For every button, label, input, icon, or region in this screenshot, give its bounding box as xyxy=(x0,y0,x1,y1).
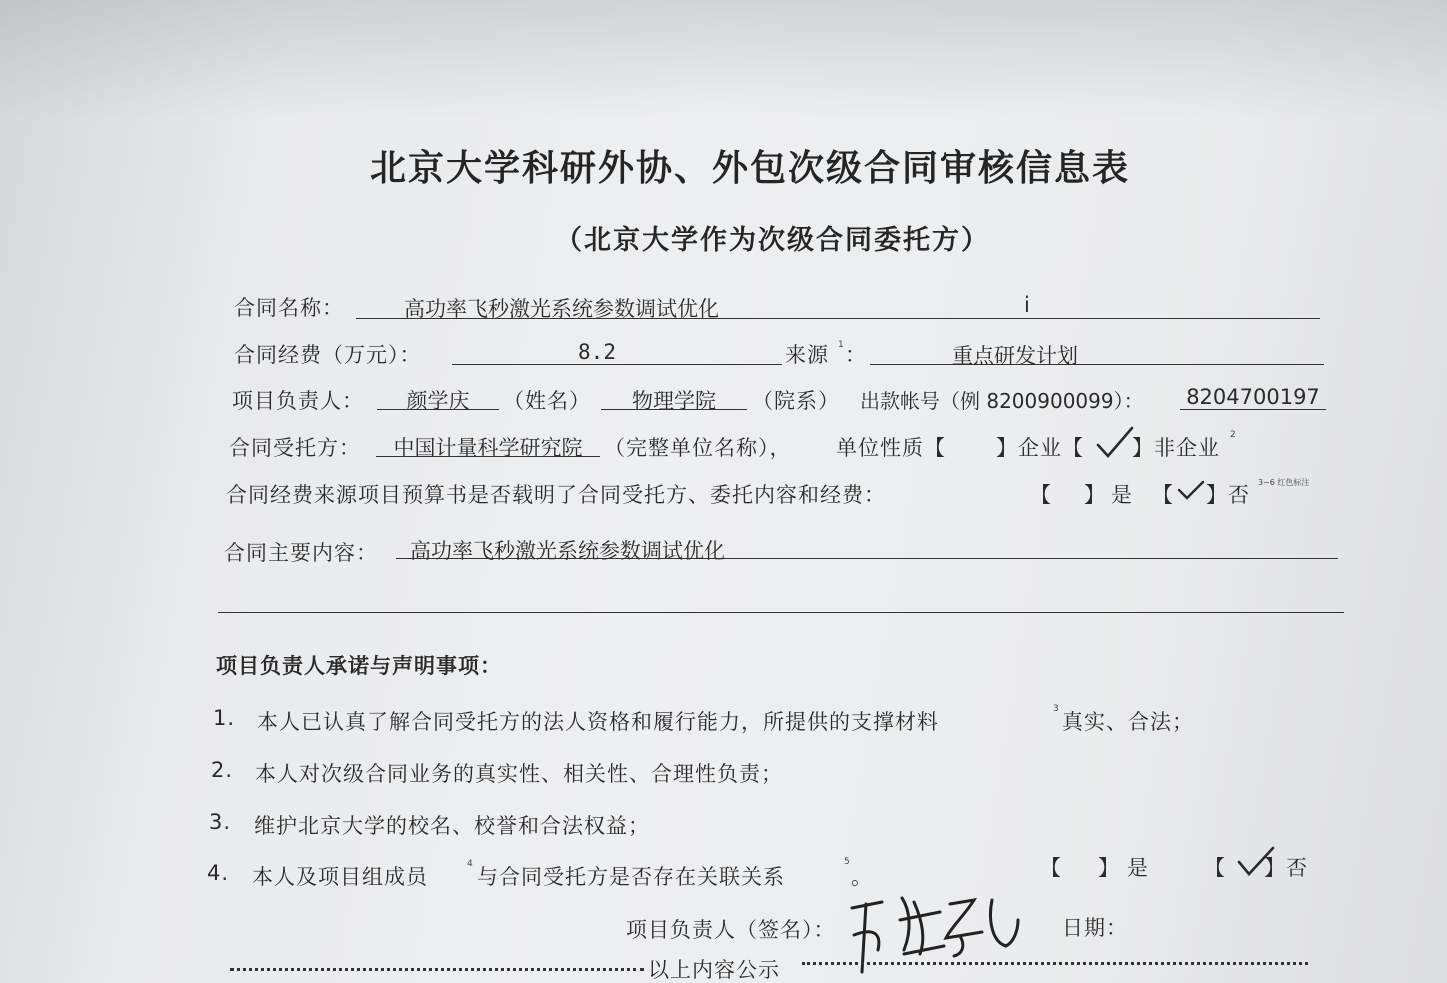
checkmark-icon xyxy=(1095,425,1135,461)
entrustee-value: 中国计量科学研究院 xyxy=(393,436,583,460)
budget-no-option: 】否 xyxy=(1206,483,1250,507)
promise-2-text: 本人对次级合同业务的真实性、相关性、合理性负责； xyxy=(255,762,783,786)
q4-no-open: 【 xyxy=(1204,856,1226,880)
promise-1-text: 本人已认真了解合同受托方的法人资格和履行能力，所提供的支撑材料 xyxy=(257,710,939,734)
date-label: 日期： xyxy=(1062,916,1128,940)
source-footnote: 1 xyxy=(838,340,844,350)
pi-label: 项目负责人： xyxy=(232,389,364,413)
promise-3-num: 3. xyxy=(209,810,232,834)
promise-1-tail: 真实、合法； xyxy=(1062,710,1194,734)
form-subtitle: （北京大学作为次级合同委托方） xyxy=(555,225,990,256)
promise-4-end: 。 xyxy=(851,865,873,889)
handwritten-signature xyxy=(842,880,1032,980)
account-underline xyxy=(1180,409,1326,410)
public-notice-dots-left xyxy=(230,968,644,971)
top-shadow xyxy=(0,0,1447,120)
budget-yes-option: 【 】是 xyxy=(1030,483,1138,507)
account-value: 8204700197 xyxy=(1186,385,1320,409)
source-value: 重点研发计划 xyxy=(952,344,1078,368)
promise-4-footnote: 4 xyxy=(467,859,473,869)
entrustee-hint: （完整单位名称）， xyxy=(604,436,792,460)
enterprise-option: 】企业【 xyxy=(996,436,1084,460)
promise-2-num: 2. xyxy=(211,758,234,782)
promise-1-footnote: 3 xyxy=(1053,704,1059,714)
promise-1-num: 1. xyxy=(213,706,236,730)
main-content-value: 高功率飞秒激光系统参数调试优化 xyxy=(410,539,725,563)
checkmark-icon xyxy=(1177,479,1205,501)
pi-name-hint: （姓名） xyxy=(503,389,591,413)
contract-name-value: 高功率飞秒激光系统参数调试优化 xyxy=(404,297,719,321)
pi-dept-hint: （院系） xyxy=(752,389,840,413)
pi-name: 颜学庆 xyxy=(406,389,470,413)
q4-yes-option: 【 】是 xyxy=(1040,856,1156,880)
promises-heading: 项目负责人承诺与声明事项： xyxy=(216,654,502,678)
promise-3-text: 维护北京大学的校名、校誉和合法权益； xyxy=(254,814,650,838)
nonenterprise-option: 】非企业 xyxy=(1132,436,1220,460)
main-content-underline-2 xyxy=(218,612,1344,613)
promise-4-footnote-2: 5 xyxy=(844,857,850,867)
unit-nature-label: 单位性质【 xyxy=(836,436,946,460)
promise-4-text: 本人及项目组成员 xyxy=(252,865,428,889)
entrustee-label: 合同受托方： xyxy=(229,436,361,460)
promise-4-tail: 与合同受托方是否存在关联关系 xyxy=(477,865,785,889)
promise-4-num: 4. xyxy=(207,861,230,885)
pi-dept: 物理学院 xyxy=(632,389,716,413)
public-notice-dots-right xyxy=(802,962,1308,965)
funding-label: 合同经费（万元）： xyxy=(234,343,422,367)
account-label: 出款帐号（例 8200900099）： xyxy=(860,389,1144,413)
budget-no-open: 【 xyxy=(1152,483,1174,507)
funding-underline xyxy=(452,364,782,365)
source-label: 来源 xyxy=(785,343,829,367)
q4-no-option: 】否 xyxy=(1264,856,1308,880)
stray-mark: i xyxy=(1024,293,1030,317)
nonenterprise-footnote: 2 xyxy=(1230,430,1236,440)
main-content-label: 合同主要内容： xyxy=(224,541,378,565)
contract-name-label: 合同名称： xyxy=(234,296,344,320)
public-notice: 以上内容公示 xyxy=(648,958,780,982)
budget-question: 合同经费来源项目预算书是否载明了合同受托方、委托内容和经费： xyxy=(226,483,886,507)
signature-label: 项目负责人（签名）： xyxy=(626,918,836,942)
form-title: 北京大学科研外协、外包次级合同审核信息表 xyxy=(370,148,1131,189)
red-mark-note: 3~6 红色标注 xyxy=(1258,478,1310,487)
source-colon: ： xyxy=(845,343,867,367)
funding-value: 8.2 xyxy=(578,340,616,364)
